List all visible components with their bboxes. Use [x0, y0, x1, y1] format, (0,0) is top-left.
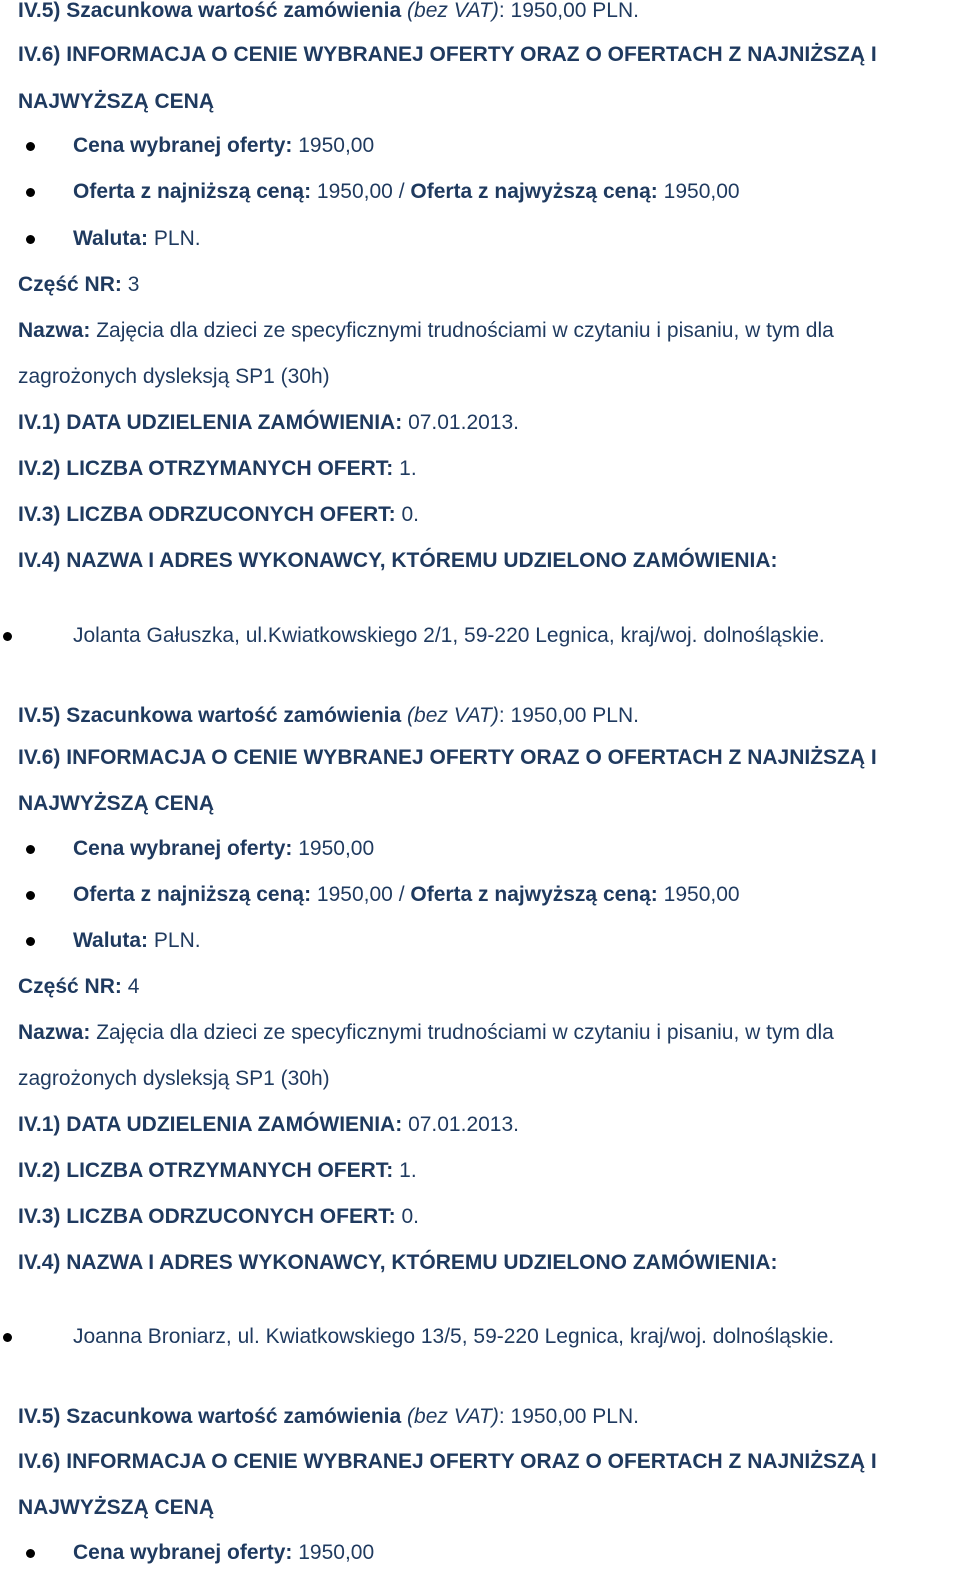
iv6-heading-top: IV.6) INFORMACJA O CENIE WYBRANEJ OFERTY ORAZ O OFERTACH Z NAJNIŻSZĄ I: [18, 43, 877, 66]
part-3-currency: Waluta: PLN.: [73, 929, 201, 952]
iv5-estimated-value-top: IV.5) Szacunkowa wartość zamówienia (bez VAT): 1950,00 PLN.: [18, 0, 639, 22]
part-3-estimated-value: IV.5) Szacunkowa wartość zamówienia (bez VAT): 1950,00 PLN.: [18, 704, 639, 727]
bullet-icon: [26, 142, 35, 151]
lowest-highest-offer-top: Oferta z najniższą ceną: 1950,00 / Oferta z najwyższą ceną: 1950,00: [73, 180, 740, 203]
part-4-contractor-heading: IV.4) NAZWA I ADRES WYKONAWCY, KTÓREMU UDZIELONO ZAMÓWIENIA:: [18, 1251, 778, 1274]
part-3-offers-received: IV.2) LICZBA OTRZYMANYCH OFERT: 1.: [18, 457, 417, 480]
part-4-contractor: Joanna Broniarz, ul. Kwiatkowskiego 13/5, 59-220 Legnica, kraj/woj. dolnośląskie.: [73, 1325, 835, 1348]
part-3-price-info-heading-cont: NAJWYŻSZĄ CENĄ: [18, 792, 215, 815]
part-3-lowest-highest-offer: Oferta z najniższą ceną: 1950,00 / Oferta z najwyższą ceną: 1950,00: [73, 883, 740, 906]
part-4-name: Nazwa: Zajęcia dla dzieci ze specyficznymi trudnościami w czytaniu i pisaniu, w tym dla: [18, 1021, 834, 1044]
part-4-selected-offer-price: Cena wybranej oferty: 1950,00: [73, 1541, 375, 1564]
part-3-contractor-heading: IV.4) NAZWA I ADRES WYKONAWCY, KTÓREMU UDZIELONO ZAMÓWIENIA:: [18, 549, 778, 572]
iv6-heading-cont-top: NAJWYŻSZĄ CENĄ: [18, 90, 215, 113]
bullet-icon: [26, 937, 35, 946]
part-3-selected-offer-price: Cena wybranej oferty: 1950,00: [73, 837, 375, 860]
bullet-icon: [3, 1333, 12, 1342]
part-3-award-date: IV.1) DATA UDZIELENIA ZAMÓWIENIA: 07.01.2013.: [18, 411, 519, 434]
selected-offer-price-top: Cena wybranej oferty: 1950,00: [73, 134, 375, 157]
part-3-name: Nazwa: Zajęcia dla dzieci ze specyficznymi trudnościami w czytaniu i pisaniu, w tym dla: [18, 319, 834, 342]
part-4-offers-rejected: IV.3) LICZBA ODRZUCONYCH OFERT: 0.: [18, 1205, 419, 1228]
part-3-offers-rejected: IV.3) LICZBA ODRZUCONYCH OFERT: 0.: [18, 503, 419, 526]
part-3-number: Część NR: 3: [18, 273, 140, 296]
bullet-icon: [26, 188, 35, 197]
part-4-price-info-heading: IV.6) INFORMACJA O CENIE WYBRANEJ OFERTY ORAZ O OFERTACH Z NAJNIŻSZĄ I: [18, 1450, 877, 1473]
iv5-value: 1950,00 PLN.: [510, 0, 639, 22]
part-3-name-cont: zagrożonych dysleksją SP1 (30h): [18, 365, 330, 388]
part-3-price-info-heading: IV.6) INFORMACJA O CENIE WYBRANEJ OFERTY ORAZ O OFERTACH Z NAJNIŻSZĄ I: [18, 746, 877, 769]
iv5-label: IV.5) Szacunkowa wartość zamówienia: [18, 0, 402, 22]
part-4-name-cont: zagrożonych dysleksją SP1 (30h): [18, 1067, 330, 1090]
bullet-icon: [3, 632, 12, 641]
part-4-offers-received: IV.2) LICZBA OTRZYMANYCH OFERT: 1.: [18, 1159, 417, 1182]
bullet-icon: [26, 891, 35, 900]
currency-top: Waluta: PLN.: [73, 227, 201, 250]
bullet-icon: [26, 1549, 35, 1558]
part-4-award-date: IV.1) DATA UDZIELENIA ZAMÓWIENIA: 07.01.2013.: [18, 1113, 519, 1136]
bullet-icon: [26, 235, 35, 244]
part-4-estimated-value: IV.5) Szacunkowa wartość zamówienia (bez VAT): 1950,00 PLN.: [18, 1405, 639, 1428]
part-3-contractor: Jolanta Gałuszka, ul.Kwiatkowskiego 2/1, 59-220 Legnica, kraj/woj. dolnośląskie.: [73, 624, 825, 647]
part-4-price-info-heading-cont: NAJWYŻSZĄ CENĄ: [18, 1496, 215, 1519]
bullet-icon: [26, 845, 35, 854]
part-4-number: Część NR: 4: [18, 975, 140, 998]
iv5-vat-note: (bez VAT): [407, 0, 499, 22]
